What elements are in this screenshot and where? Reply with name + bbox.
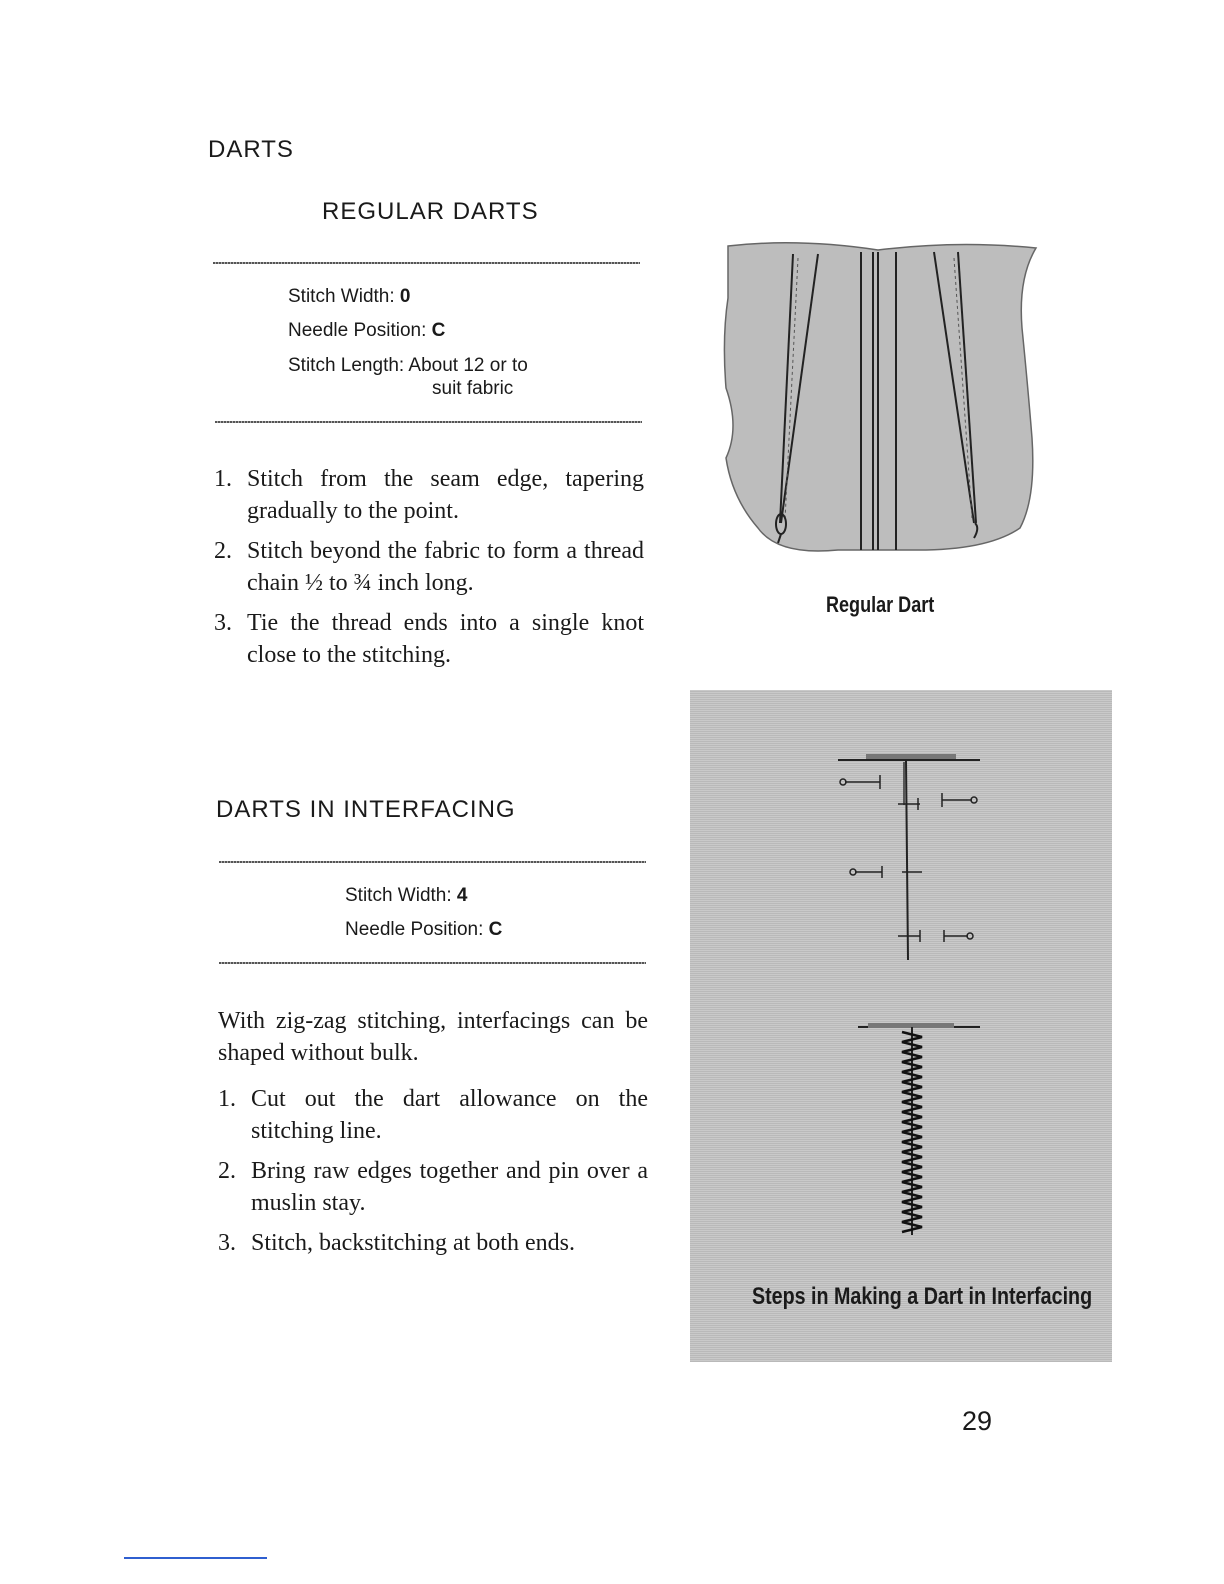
stitch-length-value: About 12 or to [408,355,528,376]
step-text: Stitch beyond the fabric to form a thread chain ½ to ¾ inch long. [247,538,644,596]
regular-darts-title: REGULAR DARTS [322,198,539,225]
regular-dart-caption: Regular Dart [826,592,935,617]
list-item [218,1155,648,1219]
needle-position-value: C [488,919,503,940]
step-number: 2. [214,538,232,564]
step-number: 2. [218,1158,236,1184]
step-number: 3. [214,610,232,636]
stitch-length-continuation: suit fabric [432,378,514,399]
stitch-length-setting [288,354,528,378]
step-text: Tie the thread ends into a single knot close to the stitching. [247,610,644,668]
settings-bottom-divider [219,962,646,964]
interfacing-intro: With zig-zag stitching, interfacings can be shaped without bulk. [218,1008,648,1066]
page-number: 29 [962,1406,993,1436]
stitch-width-setting [288,285,411,309]
step-text: Stitch, backstitching at both ends. [251,1230,575,1256]
needle-position-label: Needle Position: [345,919,489,940]
section-title: DARTS [208,136,294,163]
list-item [214,463,644,527]
stitch-width-label: Stitch Width: [345,885,457,906]
list-item [218,1083,648,1147]
regular-darts-steps [214,463,644,679]
stitch-width-value: 4 [456,885,468,906]
step-number: 1. [214,466,232,492]
footer-line [124,1557,267,1559]
list-item [214,607,644,671]
stitch-width-value: 0 [399,286,411,307]
settings-top-divider [219,861,646,863]
settings-top-divider [213,262,640,264]
stitch-length-label: Stitch Length: [288,355,409,376]
regular-dart-illustration [718,238,1040,558]
step-number: 1. [218,1086,236,1112]
list-item [218,1227,648,1259]
interfacing-darts-steps [218,1083,648,1267]
needle-position-value: C [431,320,446,341]
list-item [214,535,644,599]
needle-position-setting [288,319,445,343]
needle-position-setting [345,918,502,942]
settings-bottom-divider [215,421,642,423]
stitch-width-label: Stitch Width: [288,286,400,307]
step-number: 3. [218,1230,236,1256]
step-text: Cut out the dart allowance on the stitching line. [251,1086,648,1144]
needle-position-label: Needle Position: [288,320,432,341]
step-text: Stitch from the seam edge, tapering gradually to the point. [247,466,644,524]
interfacing-figure-caption: Steps in Making a Dart in Interfacing [752,1283,1093,1310]
interfacing-darts-title: DARTS IN INTERFACING [216,796,516,823]
step-text: Bring raw edges together and pin over a muslin stay. [251,1158,648,1216]
interfacing-dart-illustration [690,690,1112,1362]
stitch-width-setting [345,884,468,908]
